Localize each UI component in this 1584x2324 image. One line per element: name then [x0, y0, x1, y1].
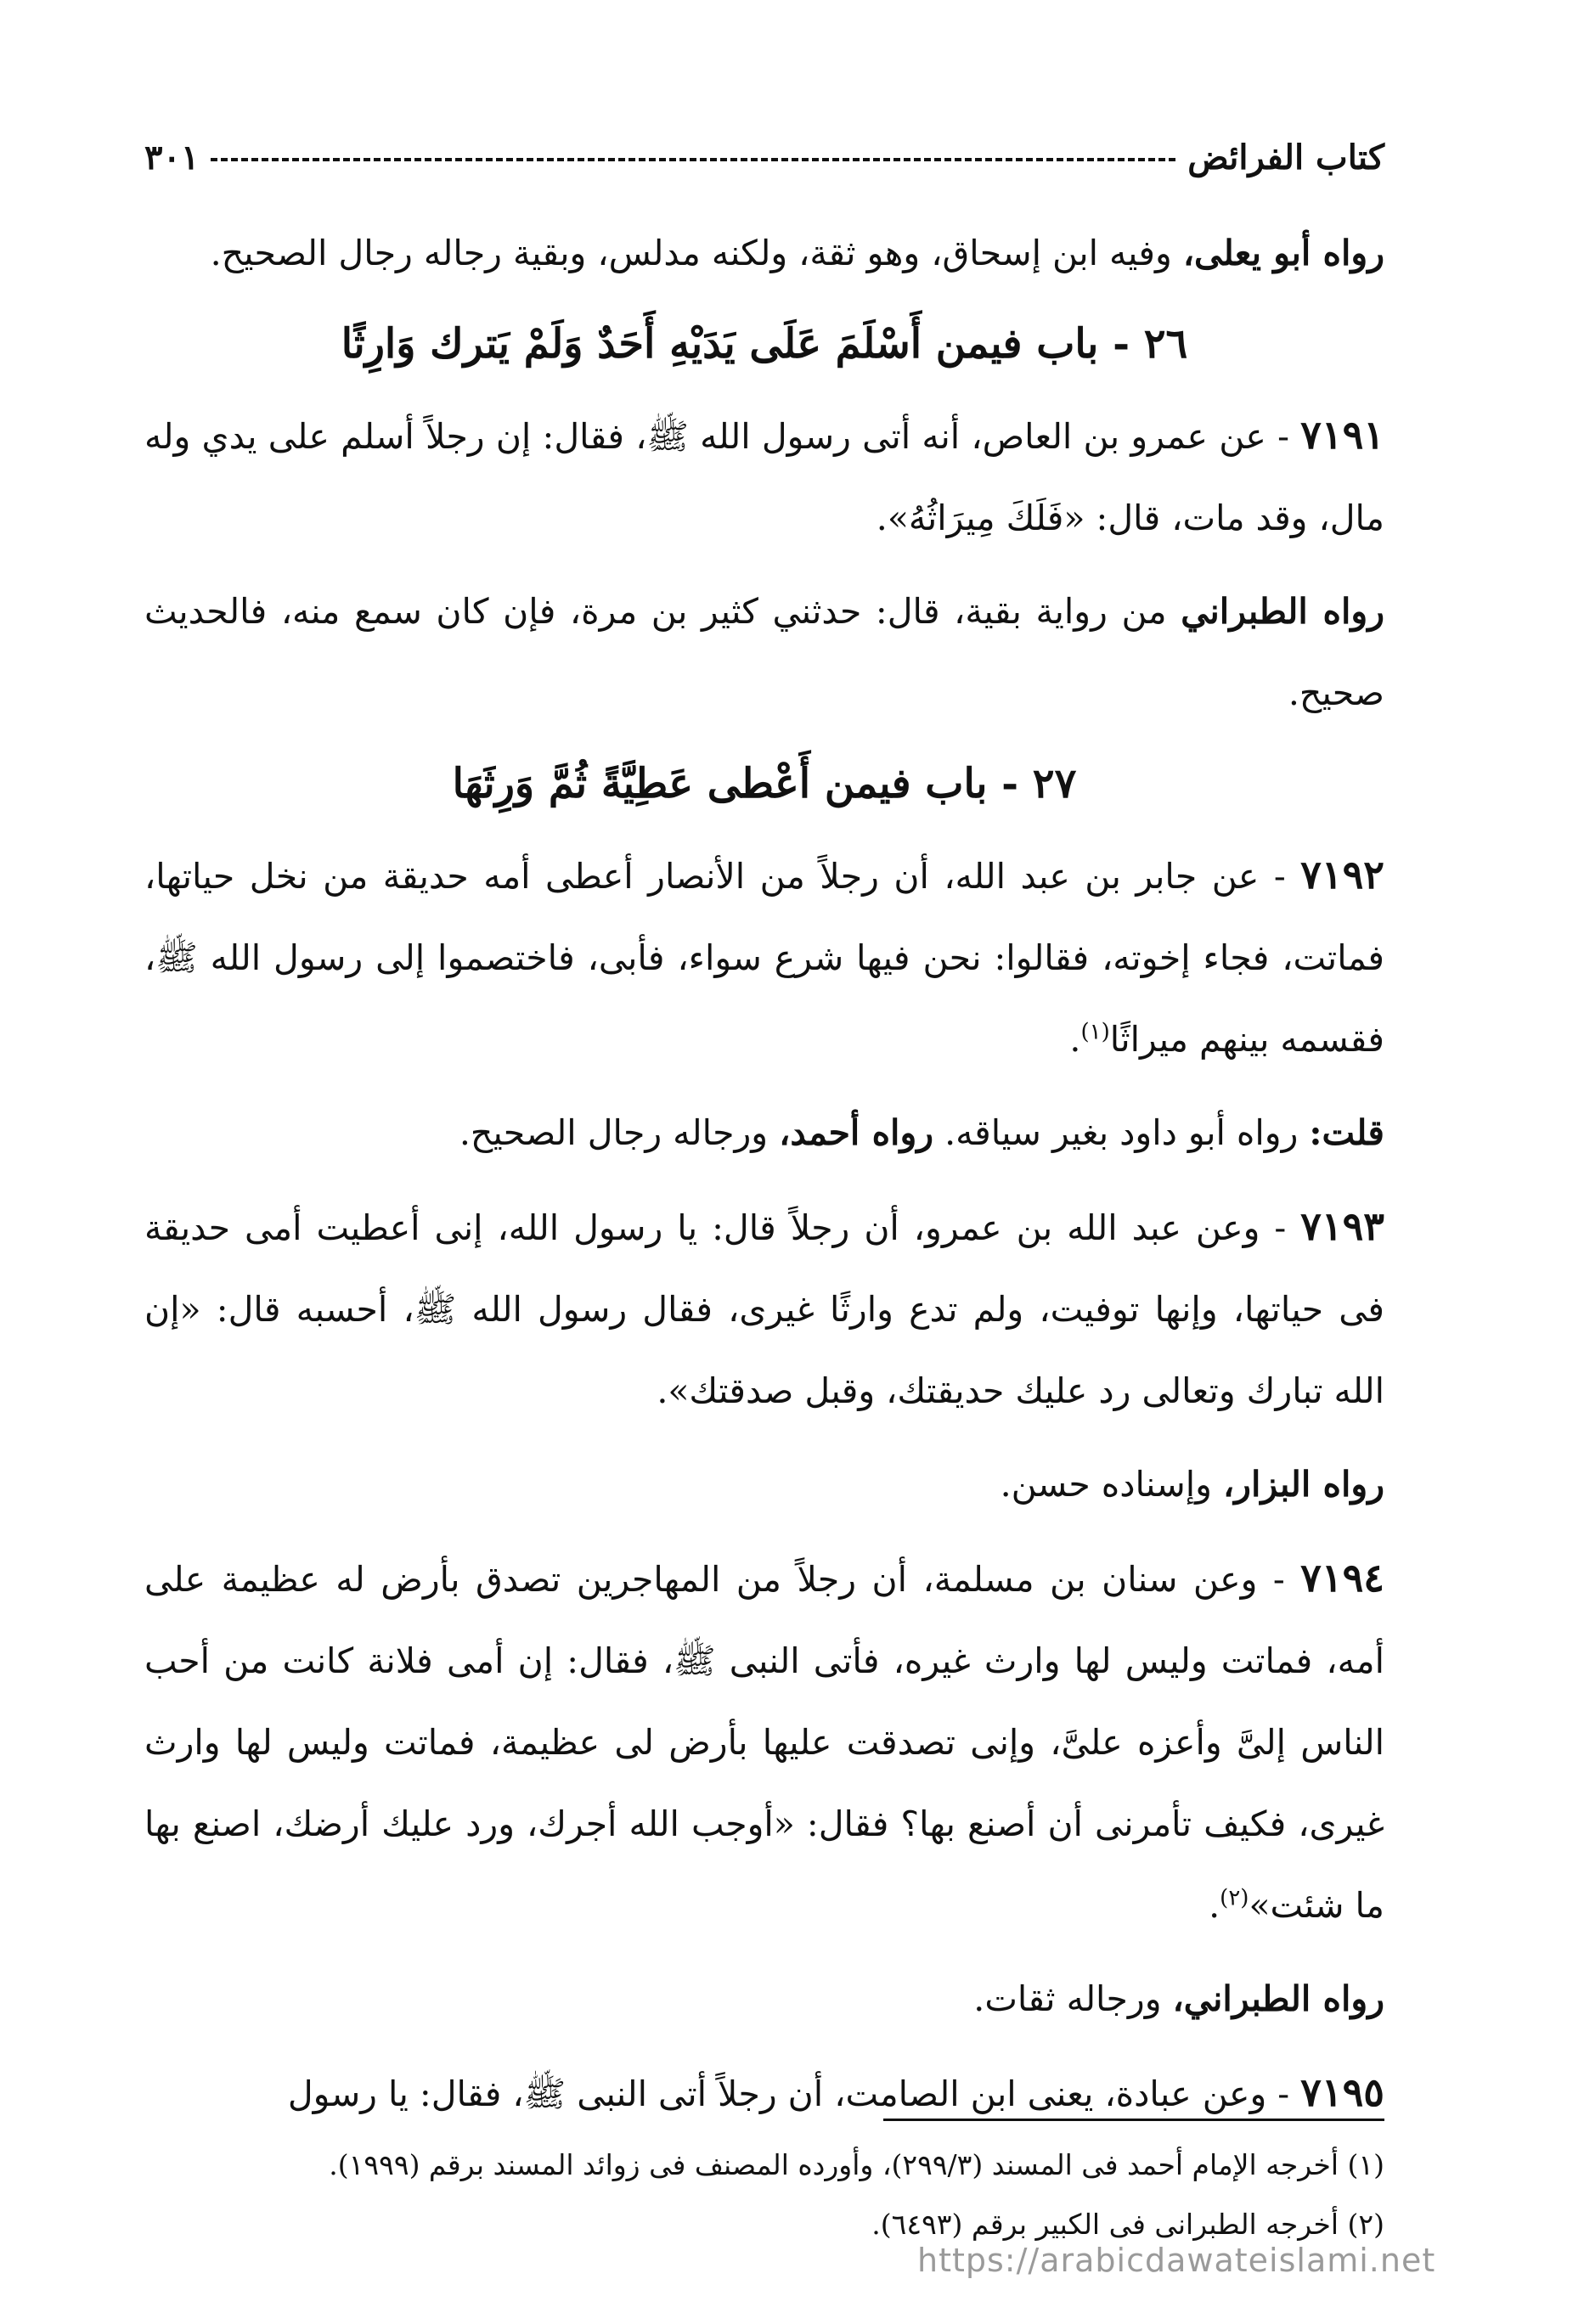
paragraph-text: ورجاله رجال الصحيح.: [459, 1112, 780, 1153]
hadith-7195: [144, 2051, 1384, 2135]
main-text: [144, 212, 1384, 2135]
hadith-text: - وعن عبد الله بن عمرو، أن رجلاً قال: يا رسول الله، إنى أعطيت أمى حديقة فى حياتها، وإنها توفيت، ولم تدع وارثًا غيرى، فقال رسول الله ﷺ، أحسبه قال: «إن الله تبارك وتعالى رد عليك حديقتك، وقبل صدقتك».: [144, 1207, 1384, 1411]
footnote-1: (١) أخرجه الإمام أحمد فى المسند (٢٩٩/٣)، وأورده المصنف فى زوائد المسند برقم (١٩٩٩).: [329, 2148, 1384, 2181]
footnote-divider: [883, 2119, 1384, 2121]
chapter-heading-26: ٢٦ - باب فيمن أَسْلَمَ عَلَى يَدَيْهِ أَحَدٌ وَلَمْ يَترك وَارِثًا: [341, 320, 1188, 368]
hadith-7191: [144, 394, 1384, 559]
paragraph-text: ورجاله ثقات.: [973, 1978, 1173, 2019]
narrator-ref: رواه أحمد،: [779, 1112, 934, 1153]
footnote-2: (٢) أخرجه الطبرانى فى الكبير برقم (٦٤٩٣).: [871, 2208, 1384, 2241]
hadith-7192: ٧١٩٢ - عن جابر بن عبد الله، أن رجلاً من الأنصار أعطى أمه حديقة من نخل حياتها، فماتت، فجاء إخوته، فقالوا: نحن فيها شرع سواء، فأبى، فاختصموا إلى رسول الله ﷺ، فقسمه بينهم ميراثًا$^{(١)}$.: [144, 852, 1384, 1060]
paragraph-text: وفيه ابن إسحاق، وهو ثقة، ولكنه مدلس، وبقية رجاله رجال الصحيح.: [210, 233, 1183, 273]
paragraph-tabarani-1: [144, 571, 1384, 734]
paragraph-qultu: [144, 1092, 1384, 1173]
paragraph-bazzar: [144, 1443, 1384, 1525]
hadith-text: - وعن عبادة، يعنى ابن الصامت، أن رجلاً أتى النبى ﷺ، فقال: يا رسول: [287, 2074, 1301, 2114]
footnote-marker-2[interactable]: (٢): [1220, 1885, 1249, 1911]
hadith-text: - وعن سنان بن مسلمة، أن رجلاً من المهاجرين تصدق بأرض له عظيمة على أمه، فماتت وليس لها وارث غيره، فأتى النبى ﷺ، فقال: إن أمى فلانة كانت من أحب الناس إلىَّ وأعزه علىَّ، وإنى تصدقت عليها بأرض لى عظيمة، فماتت وليس لها وارث غيرى، فكيف تأمرنى أن أصنع بها؟ فقال: «أوجب الله أجرك، ورد عليك أرضك، اصنع بها ما شئت»: [144, 1559, 1384, 1926]
chapter-heading-27: ٢٧ - باب فيمن أَعْطى عَطِيَّةً ثُمَّ وَرِثَهَا: [452, 760, 1077, 807]
book-title: كتاب الفرائض: [1187, 137, 1384, 177]
hadith-number: ٧١٩٤: [1300, 1555, 1384, 1601]
qultu-label: قلت:: [1309, 1112, 1384, 1153]
running-header: [144, 132, 1384, 183]
header-dashed-rule: [211, 158, 1175, 161]
narrator-ref: رواه البزار،: [1222, 1464, 1384, 1505]
paragraph-text: من رواية بقية، قال: حدثني كثير بن مرة، فإن كان سمع منه، فالحديث صحيح.: [144, 591, 1384, 713]
page-number: ٣٠١: [144, 137, 200, 177]
paragraph-abu-yala: [144, 212, 1384, 294]
footnotes: [144, 2135, 1384, 2254]
hadith-text: - عن عمرو بن العاص، أنه أتى رسول الله ﷺ، فقال: إن رجلاً أسلم على يدي وله مال، وقد مات، قال: «فَلَكَ مِيرَاثُهُ».: [144, 416, 1384, 538]
footnote-marker-1[interactable]: (١): [1080, 1019, 1110, 1045]
narrator-ref: رواه أبو يعلى،: [1182, 233, 1384, 273]
narrator-ref: رواه الطبراني: [1181, 591, 1385, 632]
hadith-number: ٧١٩٥: [1300, 2069, 1384, 2115]
paragraph-text: رواه أبو داود بغير سياقه.: [933, 1112, 1310, 1153]
hadith-number: ٧١٩٣: [1300, 1203, 1384, 1249]
paragraph-text: وإسناده حسن.: [1000, 1464, 1223, 1505]
website-watermark: https://arabicdawateislami.net: [917, 2242, 1436, 2279]
hadith-text: - عن جابر بن عبد الله، أن رجلاً من الأنصار أعطى أمه حديقة من نخل حياتها، فماتت، فجاء إخوته، فقالوا: نحن فيها شرع سواء، فأبى، فاختصموا إلى رسول الله ﷺ، فقسمه بينهم ميراثًا: [144, 856, 1384, 1060]
hadith-number: ٧١٩١: [1300, 412, 1384, 458]
hadith-7193: [144, 1185, 1384, 1432]
narrator-ref: رواه الطبراني،: [1172, 1978, 1384, 2019]
hadith-number: ٧١٩٢: [1300, 852, 1384, 898]
hadith-7194: ٧١٩٤ - وعن سنان بن مسلمة، أن رجلاً من المهاجرين تصدق بأرض له عظيمة على أمه، فماتت وليس لها وارث غيره، فأتى النبى ﷺ، فقال: إن أمى فلانة كانت من أحب الناس إلىَّ وأعزه علىَّ، وإنى تصدقت عليها بأرض لى عظيمة، فماتت وليس لها وارث غيرى، فكيف تأمرنى أن أصنع بها؟ فقال: «أوجب الله أجرك، ورد عليك أرضك، اصنع بها ما شئت»$^{(٢)}$.: [144, 1555, 1384, 1926]
book-page: [144, 119, 1384, 2293]
paragraph-tabarani-2: [144, 1958, 1384, 2040]
